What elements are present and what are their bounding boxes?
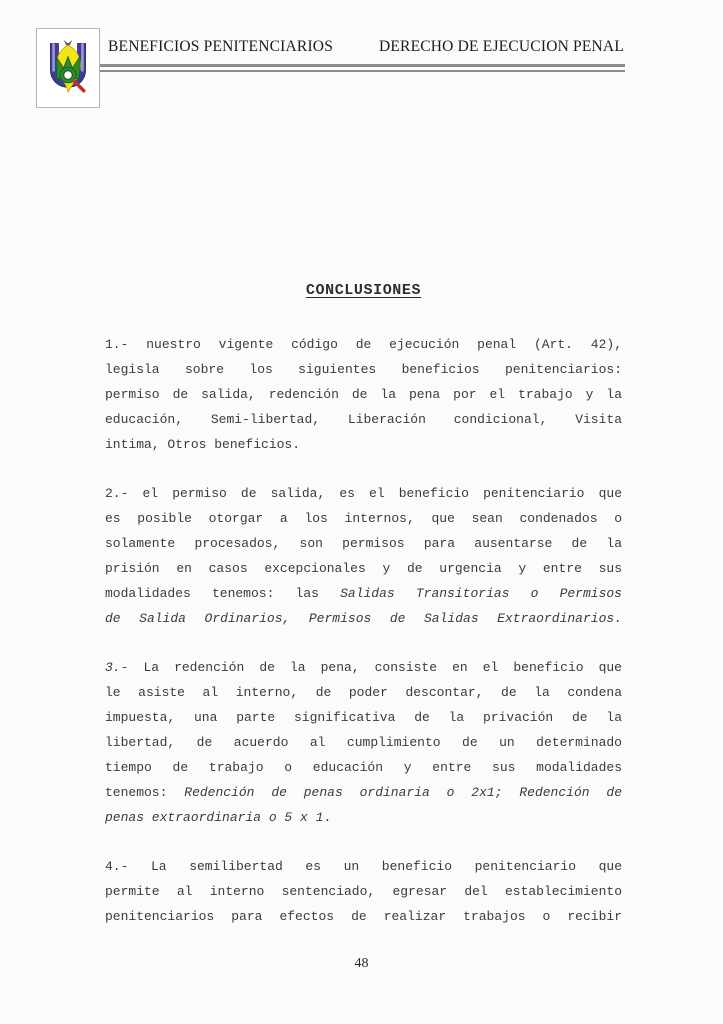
header-left-title: BENEFICIOS PENITENCIARIOS	[108, 38, 334, 55]
university-crest-icon	[40, 32, 96, 104]
paragraph	[105, 854, 622, 929]
document-body	[105, 281, 622, 929]
paragraph-line: penitenciarios para efectos de realizar trabajos o recibir	[105, 909, 622, 924]
paragraph-line: solamente procesados, son permisos para ausentarse de la	[105, 536, 622, 551]
paragraph-line: es posible otorgar a los internos, que sean condenados o	[105, 511, 622, 526]
paragraph-line: modalidades tenemos: las Salidas Transitorias o Permisos	[105, 586, 622, 601]
paragraph-line: 3.- La redención de la pena, consiste en el beneficio que	[105, 660, 622, 675]
university-logo	[36, 28, 100, 108]
paragraph-line: permiso de salida, redención de la pena por el trabajo y la	[105, 387, 622, 402]
paragraph	[105, 655, 622, 830]
paragraph-line: 1.- nuestro vigente código de ejecución penal (Art. 42),	[105, 337, 622, 352]
paragraph-line: 2.- el permiso de salida, es el beneficio penitenciario que	[105, 486, 622, 501]
paragraph	[105, 332, 622, 457]
header-divider	[100, 64, 625, 72]
paragraph-line: permite al interno sentenciado, egresar del establecimiento	[105, 884, 622, 899]
paragraph-line: tiempo de trabajo o educación y entre sus modalidades	[105, 760, 622, 775]
paragraph-line: penas extraordinaria o 5 x 1.	[105, 810, 332, 825]
paragraph	[105, 481, 622, 631]
paragraph-line: tenemos: Redención de penas ordinaria o 2x1; Redención de	[105, 785, 622, 800]
body-paragraphs	[105, 332, 622, 929]
paragraph-line: educación, Semi-libertad, Liberación condicional, Visita	[105, 412, 622, 427]
paragraph-line: le asiste al interno, de poder descontar, de la condena	[105, 685, 622, 700]
page-header	[108, 38, 624, 56]
paragraph-line: legisla sobre los siguientes beneficios penitenciarios:	[105, 362, 622, 377]
paragraph-line: 4.- La semilibertad es un beneficio penitenciario que	[105, 859, 622, 874]
paragraph-line: prisión en casos excepcionales y de urgencia y entre sus	[105, 561, 622, 576]
header-right-title: DERECHO DE EJECUCION PENAL	[378, 38, 624, 55]
paragraph-line: libertad, de acuerdo al cumplimiento de un determinado	[105, 735, 622, 750]
paragraph-line: de Salida Ordinarios, Permisos de Salidas Extraordinarios.	[105, 611, 622, 626]
document-title: CONCLUSIONES	[305, 282, 422, 299]
page-number: 48	[354, 956, 369, 971]
paragraph-line: impuesta, una parte significativa de la privación de la	[105, 710, 622, 725]
paragraph-line: intima, Otros beneficios.	[105, 437, 301, 452]
